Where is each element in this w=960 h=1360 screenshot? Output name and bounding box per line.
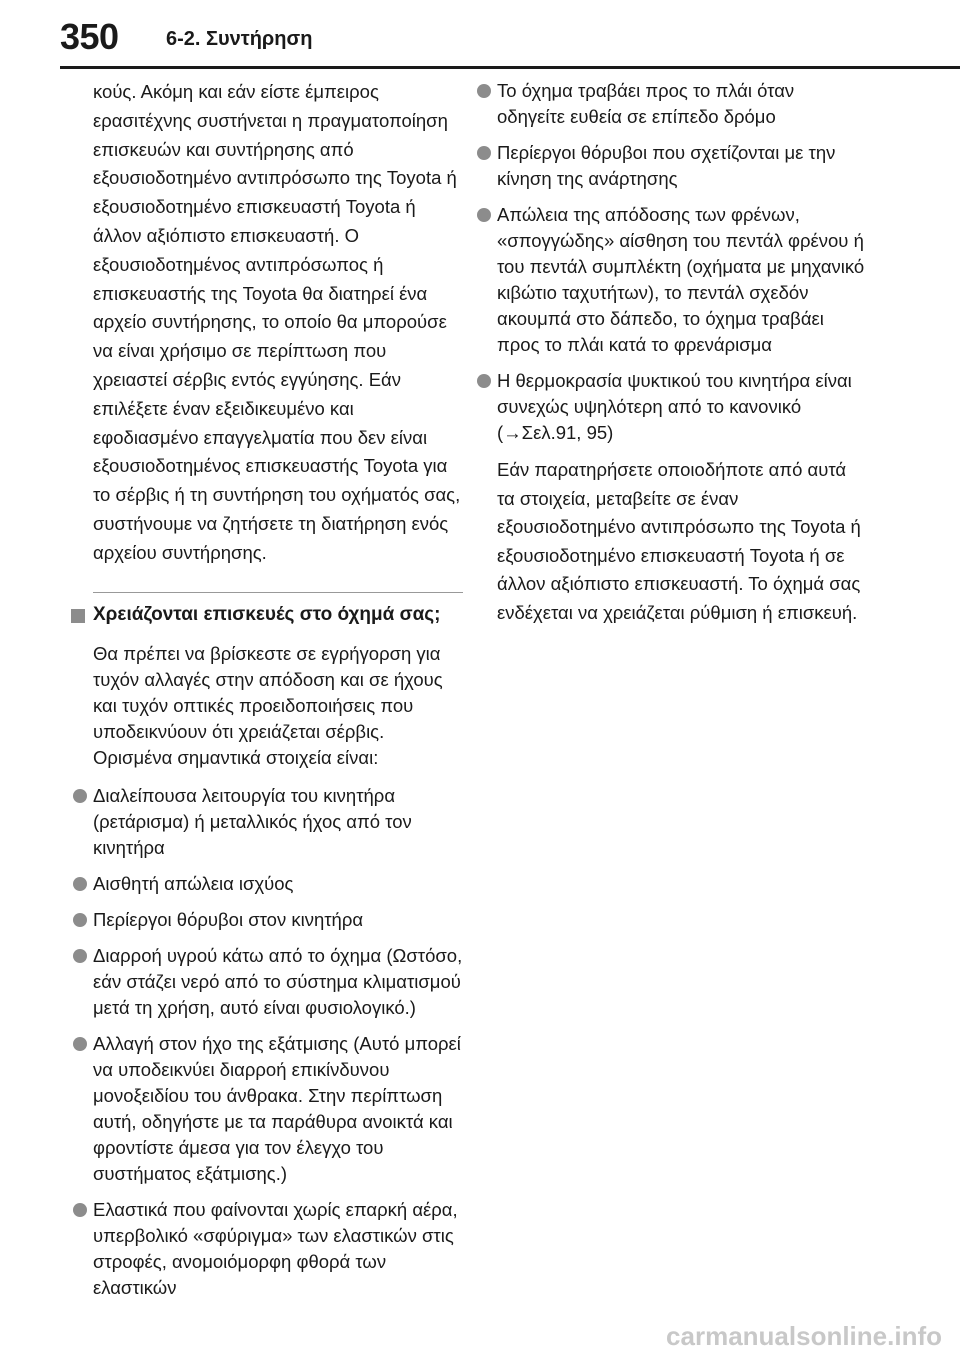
list-item	[497, 140, 867, 192]
intro-paragraph: κούς. Ακόμη και εάν είστε έμπειρος ερασιτέχνης συστήνεται η πραγματοποίηση επισκευών και συντήρησης από εξουσιοδοτημένο αντιπρόσωπο της Toyota ή εξουσιοδοτημένο επισκευαστή Toyota ή άλλον αξιόπιστο επισκευαστή. Ο εξουσιοδοτημένος αντιπρόσωπος ή επισκευαστής της Toyota θα διατηρεί ένα αρχείο συντήρησης, το οποίο θα μπορούσε να είναι χρήσιμο σε περίπτωση που χρειαστεί σέρβις εντός εγγύησης. Εάν επιλέξετε έναν εξειδικευμένο και εφοδιασμένο επαγγελματία που δεν είναι εξουσιοδοτημένος επισκευαστής Toyota για το σέρβις ή τη συντήρηση του οχήματός σας, συστήνουμε να ζητήσετε τη διατήρηση ενός αρχείου συντήρησης.	[93, 81, 461, 563]
right-column	[497, 78, 867, 628]
bullet-dot-icon	[477, 208, 491, 222]
body-paragraph: Θα πρέπει να βρίσκεστε σε εγρήγορση για τυχόν αλλαγές στην απόδοση και σε ήχους και τυχόν οπτικές προειδοποιήσεις που υποδεικνύουν ότι χρειάζεται σέρβις. Ορισμένα σημαντικά στοιχεία είναι:	[93, 642, 443, 768]
list-item-text: Αλλαγή στον ήχο της εξάτμισης (Αυτό μπορεί να υποδεικνύει διαρροή επικίνδυνου μονοξειδίου του άνθρακα. Στην περίπτωση αυτή, οδηγήστε με τα παράθυρα ανοικτά και φροντίστε άμεσα για τον έλεγχο του συστήματος εξάτμισης.)	[93, 1032, 461, 1184]
bullet-dot-icon	[73, 1203, 87, 1217]
watermark: carmanualsonline.info	[666, 1321, 942, 1351]
section-title: 6-2. Συντήρηση	[166, 28, 313, 50]
list-item	[497, 202, 867, 358]
page-header	[0, 0, 960, 72]
list-item	[93, 871, 463, 897]
bullet-dot-icon	[73, 877, 87, 891]
closing-paragraph: Εάν παρατηρήσετε οποιοδήποτε από αυτά τα στοιχεία, μεταβείτε σε έναν εξουσιοδοτημένο αντιπρόσωπο της Toyota ή εξουσιοδοτημένο επισκευαστή Toyota ή σε άλλον αξιόπιστο επισκευαστή. Το όχημά σας ενδέχεται να χρειάζεται ρύθμιση ή επισκευή.	[497, 459, 861, 623]
bullet-dot-icon	[73, 949, 87, 963]
list-item-text: Διαρροή υγρού κάτω από το όχημα (Ωστόσο, εάν στάζει νερό από το σύστημα κλιματισμού μετά τη χρήση, αυτό είναι φυσιολογικό.)	[93, 944, 463, 1018]
list-item-text: Διαλείπουσα λειτουργία του κινητήρα (ρετάρισμα) ή μεταλλικός ήχος από τον κινητήρα	[93, 784, 412, 858]
section-divider	[93, 592, 463, 593]
list-item-text: Η θερμοκρασία ψυκτικού του κινητήρα είναι συνεχώς υψηλότερη από το κανονικό (→Σελ.91, 95)	[497, 370, 852, 443]
list-item-text: Περίεργοι θόρυβοι στον κινητήρα	[93, 908, 364, 930]
list-item	[93, 907, 463, 933]
bullet-dot-icon	[73, 913, 87, 927]
list-item	[497, 368, 867, 446]
list-item-text: Το όχημα τραβάει προς το πλάι όταν οδηγείτε ευθεία σε επίπεδο δρόμο	[497, 80, 795, 127]
bullet-dot-icon	[477, 84, 491, 98]
bullet-dot-icon	[73, 789, 87, 803]
bullet-dot-icon	[477, 374, 491, 388]
list-item-text: Περίεργοι θόρυβοι που σχετίζονται με την κίνηση της ανάρτησης	[497, 142, 836, 189]
left-column	[93, 78, 463, 1311]
section-heading	[93, 603, 463, 627]
list-item	[93, 943, 463, 1021]
list-item-text: Ελαστικά που φαίνονται χωρίς επαρκή αέρα, υπερβολικό «σφύριγμα» των ελαστικών στις στροφές, ανομοιόμορφη φθορά των ελαστικών	[93, 1198, 458, 1298]
list-item	[93, 1031, 463, 1187]
list-item-text: Αισθητή απώλεια ισχύος	[93, 872, 294, 894]
list-item	[93, 783, 463, 861]
bullet-dot-icon	[477, 146, 491, 160]
list-item	[93, 1197, 463, 1301]
page-number: 350	[60, 16, 119, 57]
bullet-dot-icon	[73, 1037, 87, 1051]
list-item	[497, 78, 867, 130]
list-item-text: Απώλεια της απόδοσης των φρένων, «σπογγώδης» αίσθηση του πεντάλ φρένου ή του πεντάλ συμπλέκτη (οχήματα με μηχανικό κιβώτιο ταχυτήτων), το πεντάλ σχεδόν ακουμπά στο δάπεδο, το όχημα τραβάει προς το πλάι κατά το φρενάρισμα	[497, 204, 865, 355]
square-bullet-icon	[71, 609, 85, 623]
header-rule	[60, 66, 960, 69]
heading-text: Χρειάζονται επισκευές στο όχημά σας;	[93, 603, 441, 625]
